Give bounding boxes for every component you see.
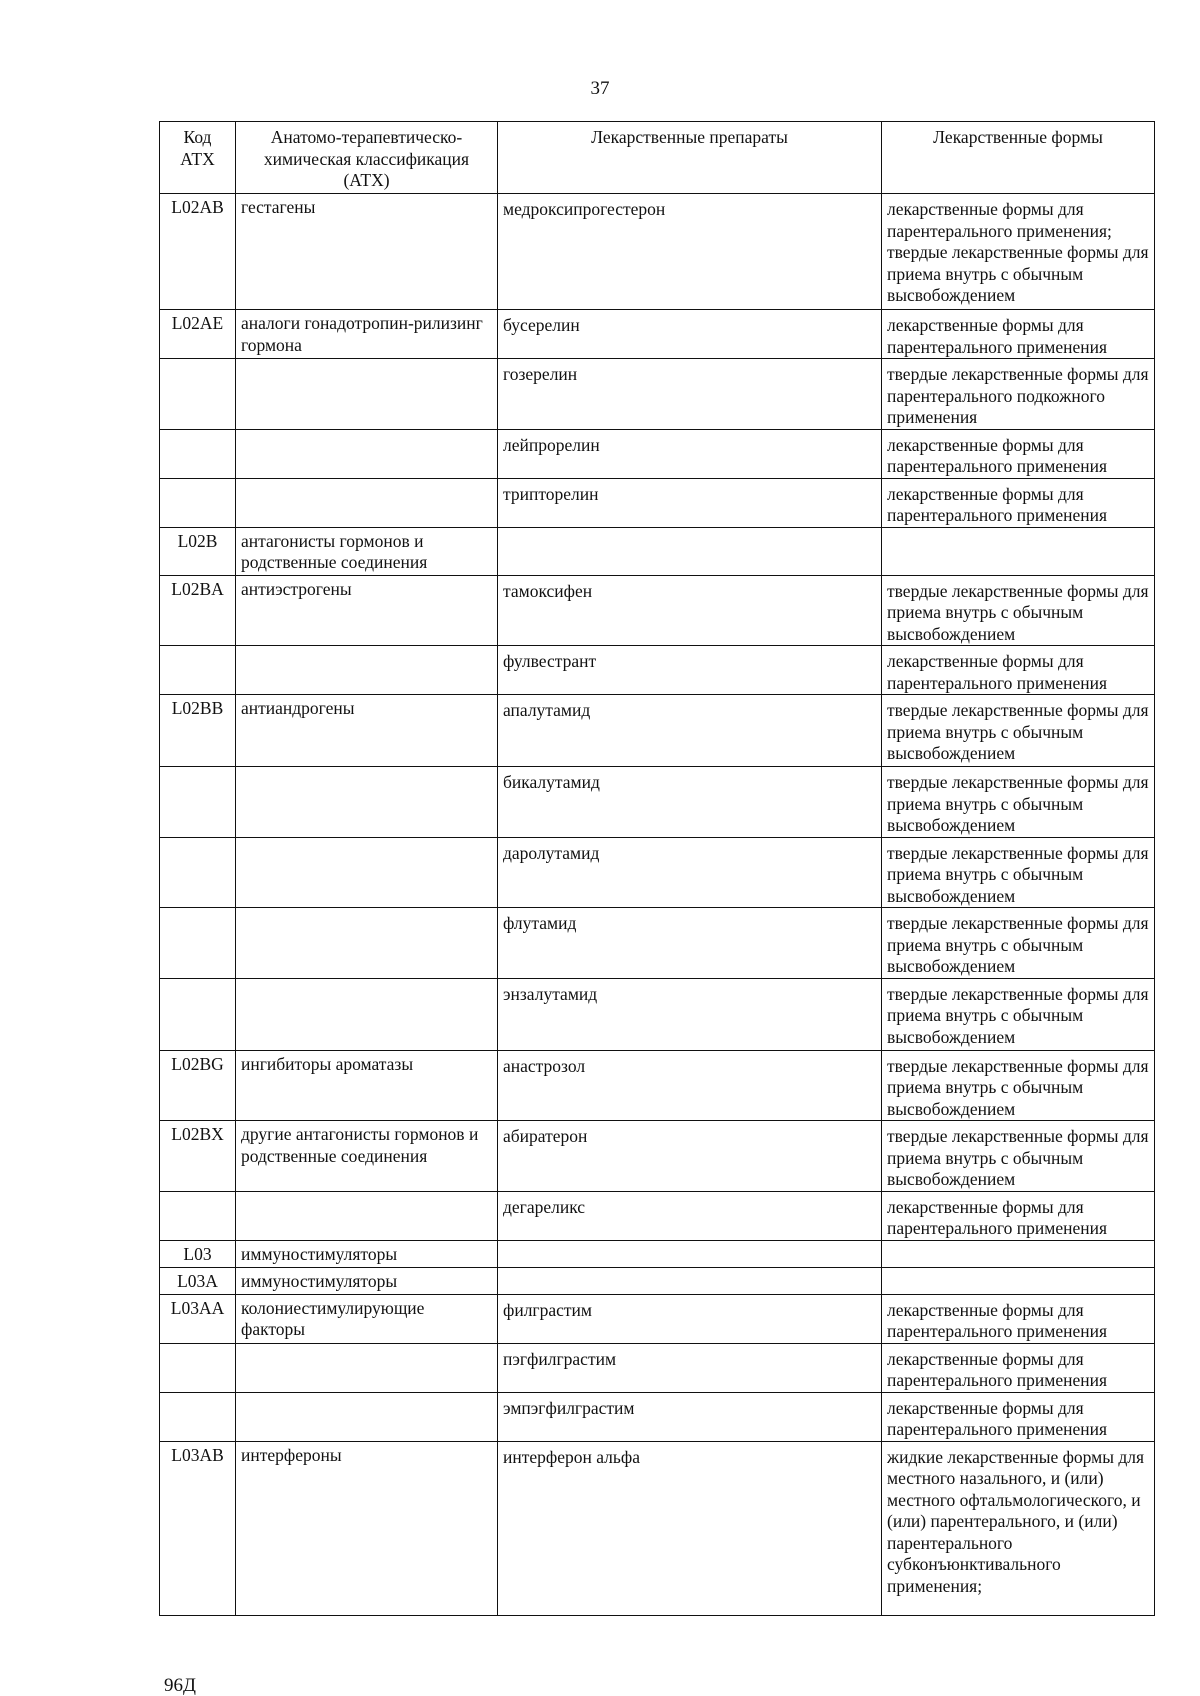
table-row [160, 1121, 1155, 1192]
cell-drug [498, 1267, 882, 1294]
cell-drug: медроксипрогестерон [498, 194, 882, 310]
cell-drug: филграстим [498, 1294, 882, 1343]
table-row [160, 1267, 1155, 1294]
cell-form: твердые лекарственные формы для приема внутрь с обычным высвобождением [882, 1121, 1155, 1192]
cell-atx-classification [236, 1392, 498, 1441]
table-row [160, 527, 1155, 575]
cell-atx-classification [236, 1191, 498, 1240]
cell-atx-classification: антиандрогены [236, 695, 498, 767]
cell-atx-classification [236, 359, 498, 430]
cell-form [882, 527, 1155, 575]
cell-form: лекарственные формы для парентерального применения [882, 1343, 1155, 1392]
cell-atx-classification: антагонисты гормонов и родственные соединения [236, 527, 498, 575]
table-row [160, 478, 1155, 527]
cell-atx-classification [236, 767, 498, 838]
cell-form [882, 1240, 1155, 1267]
cell-form: твердые лекарственные формы для парентерального подкожного применения [882, 359, 1155, 430]
table-row [160, 1294, 1155, 1343]
cell-form: лекарственные формы для парентерального применения [882, 1392, 1155, 1441]
cell-drug [498, 1240, 882, 1267]
cell-drug: дегареликс [498, 1191, 882, 1240]
cell-drug: гозерелин [498, 359, 882, 430]
cell-code: L03AB [160, 1441, 236, 1615]
cell-code [160, 767, 236, 838]
cell-code: L02AB [160, 194, 236, 310]
table-row [160, 1050, 1155, 1121]
cell-drug: интерферон альфа [498, 1441, 882, 1615]
cell-form: твердые лекарственные формы для приема внутрь с обычным высвобождением [882, 908, 1155, 979]
cell-form: лекарственные формы для парентерального применения [882, 1191, 1155, 1240]
footer-document-code: 96Д [164, 1675, 196, 1696]
cell-code: L03A [160, 1267, 236, 1294]
cell-atx-classification: гестагены [236, 194, 498, 310]
cell-form: жидкие лекарственные формы для местного назального, и (или) местного офтальмологического, и (или) парентерального, и (или) парентерального субконъюнктивального применения; [882, 1441, 1155, 1615]
cell-form: твердые лекарственные формы для приема внутрь с обычным высвобождением [882, 978, 1155, 1050]
cell-form: твердые лекарственные формы для приема внутрь с обычным высвобождением [882, 1050, 1155, 1121]
cell-atx-classification: иммуностимуляторы [236, 1240, 498, 1267]
header-code: Код АТХ [160, 122, 236, 194]
table-row [160, 359, 1155, 430]
cell-atx-classification: интерфероны [236, 1441, 498, 1615]
cell-atx-classification [236, 908, 498, 979]
cell-drug: пэгфилграстим [498, 1343, 882, 1392]
cell-code [160, 978, 236, 1050]
table-row [160, 310, 1155, 359]
cell-atx-classification: колониестимулирующие факторы [236, 1294, 498, 1343]
table-body [160, 194, 1155, 1616]
cell-code [160, 478, 236, 527]
cell-atx-classification [236, 646, 498, 695]
table-header-row [160, 122, 1155, 194]
cell-code [160, 837, 236, 908]
cell-drug [498, 527, 882, 575]
cell-code: L03 [160, 1240, 236, 1267]
table-row [160, 1441, 1155, 1615]
cell-drug: фулвестрант [498, 646, 882, 695]
cell-form: твердые лекарственные формы для приема внутрь с обычным высвобождением [882, 837, 1155, 908]
cell-drug: бикалутамид [498, 767, 882, 838]
cell-drug: энзалутамид [498, 978, 882, 1050]
cell-form: лекарственные формы для парентерального применения; твердые лекарственные формы для приема внутрь с обычным высвобождением [882, 194, 1155, 310]
cell-code [160, 1343, 236, 1392]
table-row [160, 837, 1155, 908]
page-number: 37 [590, 78, 610, 99]
cell-code [160, 908, 236, 979]
cell-form: лекарственные формы для парентерального применения [882, 310, 1155, 359]
cell-atx-classification [236, 1343, 498, 1392]
cell-drug: флутамид [498, 908, 882, 979]
cell-drug: анастрозол [498, 1050, 882, 1121]
cell-form: лекарственные формы для парентерального применения [882, 478, 1155, 527]
table-row [160, 429, 1155, 478]
cell-form: твердые лекарственные формы для приема внутрь с обычным высвобождением [882, 575, 1155, 646]
cell-atx-classification [236, 429, 498, 478]
table-row [160, 978, 1155, 1050]
table-row [160, 1191, 1155, 1240]
cell-atx-classification [236, 978, 498, 1050]
table-row [160, 908, 1155, 979]
cell-code: L02BB [160, 695, 236, 767]
cell-atx-classification: аналоги гонадотропин-рилизинг гормона [236, 310, 498, 359]
table-row [160, 646, 1155, 695]
cell-code [160, 1191, 236, 1240]
cell-atx-classification: другие антагонисты гормонов и родственные соединения [236, 1121, 498, 1192]
cell-code: L02B [160, 527, 236, 575]
cell-drug: абиратерон [498, 1121, 882, 1192]
cell-code: L02BA [160, 575, 236, 646]
cell-drug: лейпрорелин [498, 429, 882, 478]
header-atx-classification: Анатомо-терапевтическо-химическая классификация (АТХ) [236, 122, 498, 194]
cell-code: L03AA [160, 1294, 236, 1343]
cell-code [160, 429, 236, 478]
cell-drug: тамоксифен [498, 575, 882, 646]
table-row [160, 1343, 1155, 1392]
header-drugs: Лекарственные препараты [498, 122, 882, 194]
cell-drug: бусерелин [498, 310, 882, 359]
cell-code: L02BG [160, 1050, 236, 1121]
cell-form [882, 1267, 1155, 1294]
cell-atx-classification [236, 478, 498, 527]
cell-form: лекарственные формы для парентерального применения [882, 646, 1155, 695]
cell-code [160, 646, 236, 695]
cell-drug: даролутамид [498, 837, 882, 908]
cell-drug: апалутамид [498, 695, 882, 767]
cell-form: твердые лекарственные формы для приема внутрь с обычным высвобождением [882, 767, 1155, 838]
cell-form: лекарственные формы для парентерального применения [882, 429, 1155, 478]
cell-drug: трипторелин [498, 478, 882, 527]
table-row [160, 194, 1155, 310]
cell-atx-classification: ингибиторы ароматазы [236, 1050, 498, 1121]
table-row [160, 575, 1155, 646]
cell-code [160, 1392, 236, 1441]
cell-form: твердые лекарственные формы для приема внутрь с обычным высвобождением [882, 695, 1155, 767]
cell-atx-classification: антиэстрогены [236, 575, 498, 646]
table-row [160, 695, 1155, 767]
cell-code: L02AE [160, 310, 236, 359]
atx-table [159, 121, 1155, 1616]
table-row [160, 1392, 1155, 1441]
cell-code [160, 359, 236, 430]
cell-code: L02BX [160, 1121, 236, 1192]
table-row [160, 1240, 1155, 1267]
cell-atx-classification: иммуностимуляторы [236, 1267, 498, 1294]
cell-form: лекарственные формы для парентерального применения [882, 1294, 1155, 1343]
cell-atx-classification [236, 837, 498, 908]
header-forms: Лекарственные формы [882, 122, 1155, 194]
table-row [160, 767, 1155, 838]
cell-drug: эмпэгфилграстим [498, 1392, 882, 1441]
